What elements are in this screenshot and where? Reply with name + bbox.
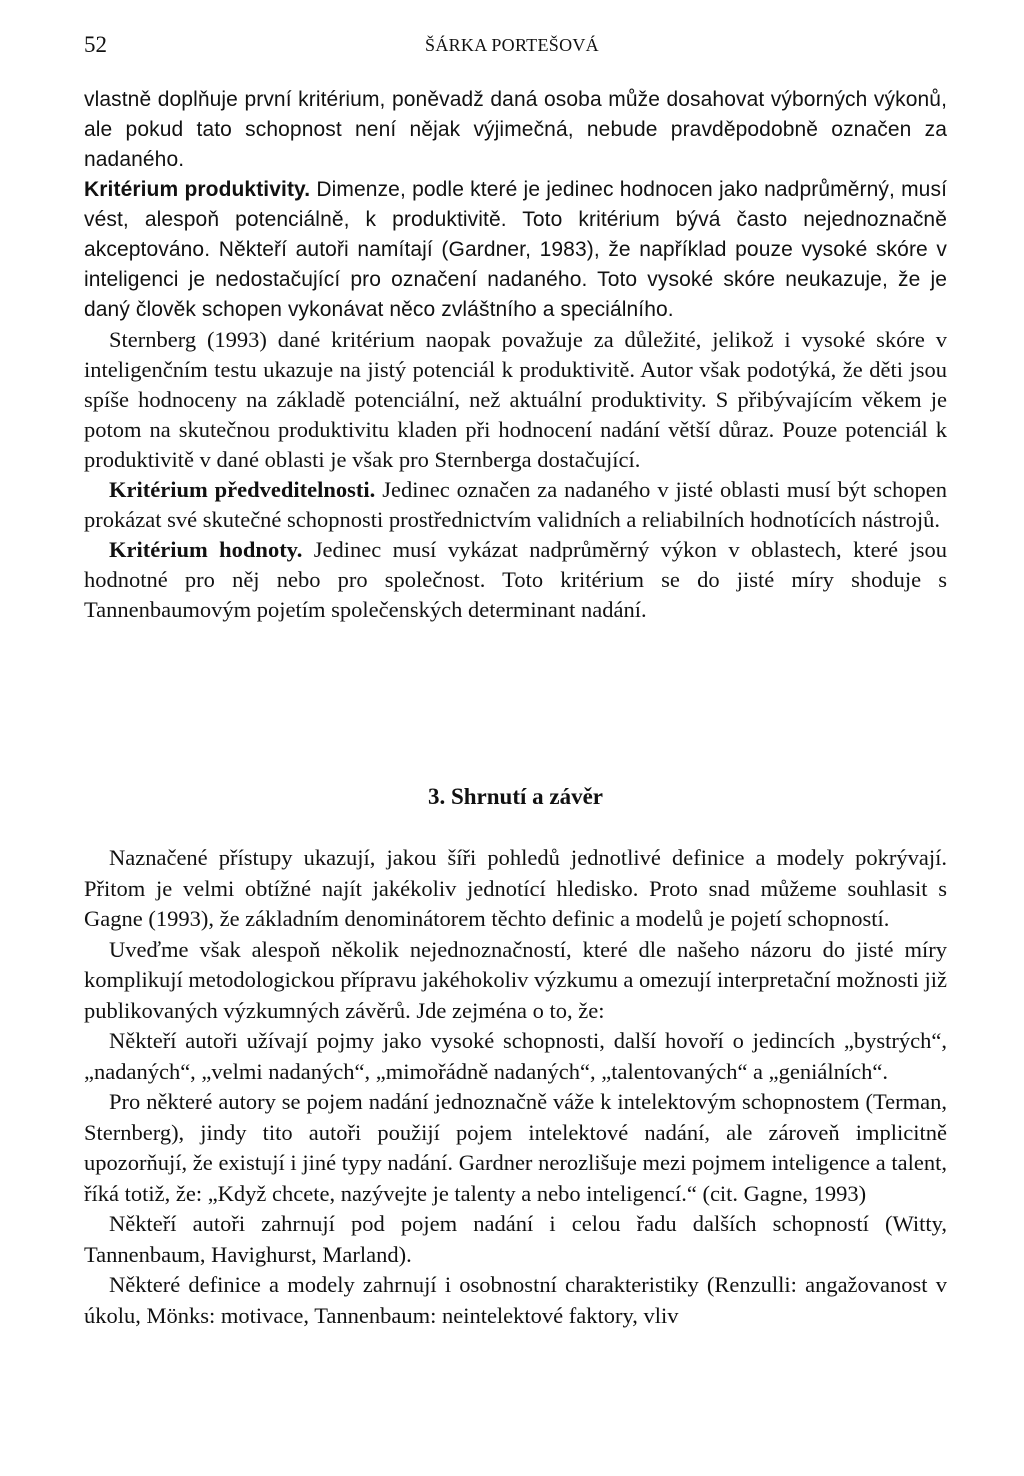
- body-text-top: [84, 85, 947, 625]
- paragraph: [84, 535, 947, 625]
- paragraph: [84, 175, 947, 325]
- criterion-heading: Kritérium předveditelnosti.: [109, 477, 376, 502]
- criterion-heading: Kritérium produktivity.: [84, 178, 311, 201]
- body-text-bottom: [84, 843, 947, 1331]
- paragraph-text: Sternberg (1993) dané kritérium naopak považuje za důležité, jelikož i vysoké skóre v inteligenčním testu ukazuje na jistý potenciál k produktivitě. Autor však podotýká, že děti jsou spíše hodnoceny na základě potenciální, než aktuální produktivity. S přibývajícím věkem je potom na skutečnou produktivitu kladen při hodnocení nadání větší důraz. Pouze potenciál k produktivitě v dané oblasti je však pro Sternberga dostačující.: [84, 327, 947, 472]
- paragraph: Naznačené přístupy ukazují, jakou šíři pohledů jednotlivé definice a modely pokrývají. Přitom je velmi obtížné najít jakékoliv jednotící hledisko. Proto snad můžeme souhlasit s Gagne (1993), že základním denominátorem těchto definic a modelů je pojetí schopností.: [84, 845, 947, 931]
- paragraph: Některé definice a modely zahrnují i osobnostní charakteristiky (Renzulli: angažovanost v úkolu, Mönks: motivace, Tannenbaum: neintelektové faktory, vliv: [84, 1272, 947, 1328]
- paragraph: Někteří autoři užívají pojmy jako vysoké schopnosti, další hovoří o jedincích „bystrých“, „nadaných“, „velmi nadaných“, „mimořádně nadaných“, „talentovaných“ a „geniálních“.: [84, 1028, 947, 1084]
- paragraph: [84, 475, 947, 535]
- paragraph: Pro některé autory se pojem nadání jednoznačně váže k intelektovým schopnostem (Terman, Sternberg), jindy tito autoři použijí pojem intelektové nadání, ale zároveň implicitně upozorňují, že existují i jiné typy nadání. Gardner nerozlišuje mezi pojmem inteligence a talent, říká totiž, že: „Když chcete, nazývejte je talenty a nebo inteligencí.“ (cit. Gagne, 1993): [84, 1089, 947, 1206]
- paragraph: Někteří autoři zahrnují pod pojem nadání i celou řadu dalších schopností (Witty, Tannenbaum, Havighurst, Marland).: [84, 1211, 947, 1267]
- paragraph: Uveďme však alespoň několik nejednoznačností, které dle našeho názoru do jisté míry komplikují metodologickou přípravu jakéhokoliv výzkumu a omezují interpretační možnosti již publikovaných výzkumných závěrů. Jde zejména o to, že:: [84, 936, 947, 1023]
- criterion-heading: Kritérium hodnoty.: [109, 537, 303, 562]
- running-head: ŠÁRKA PORTEŠOVÁ: [425, 35, 599, 55]
- page-header: [84, 32, 940, 62]
- paragraph-text: Dimenze, podle které je jedinec hodnocen jako nadprůměrný, musí vést, alespoň potenciálně, k produktivitě. Toto kritérium bývá často nejednoznačně akceptováno. Někteří autoři namítají (Gardner, 1983), že například pouze vysoké skóre v inteligenci je nedostačující pro označení nadaného. Toto vysoké skóre neukazuje, že je daný člověk schopen vykonávat něco zvláštního a speciálního.: [84, 178, 948, 321]
- paragraph: [84, 85, 947, 175]
- section-heading: 3. Shrnutí a závěr: [427, 784, 604, 809]
- paragraph: [84, 325, 947, 475]
- paragraph-text: Jedinec označen za nadaného v jisté oblasti musí být schopen prokázat své skutečné schopnosti prostřednictvím validních a reliabilních hodnotících nástrojů.: [84, 477, 947, 532]
- paragraph-text: vlastně doplňuje první kritérium, poněvadž daná osoba může dosahovat výborných výkonů, ale pokud tato schopnost není nějak výjimečná, nebude pravděpodobně označen za nadaného.: [84, 88, 947, 171]
- paragraph-text: Jedinec musí vykázat nadprůměrný výkon v oblastech, které jsou hodnotné pro něj nebo pro společnost. Toto kritérium se do jisté míry shoduje s Tannenbaumovým pojetím společenských determinant nadání.: [84, 537, 947, 622]
- page-number: 52: [84, 32, 107, 57]
